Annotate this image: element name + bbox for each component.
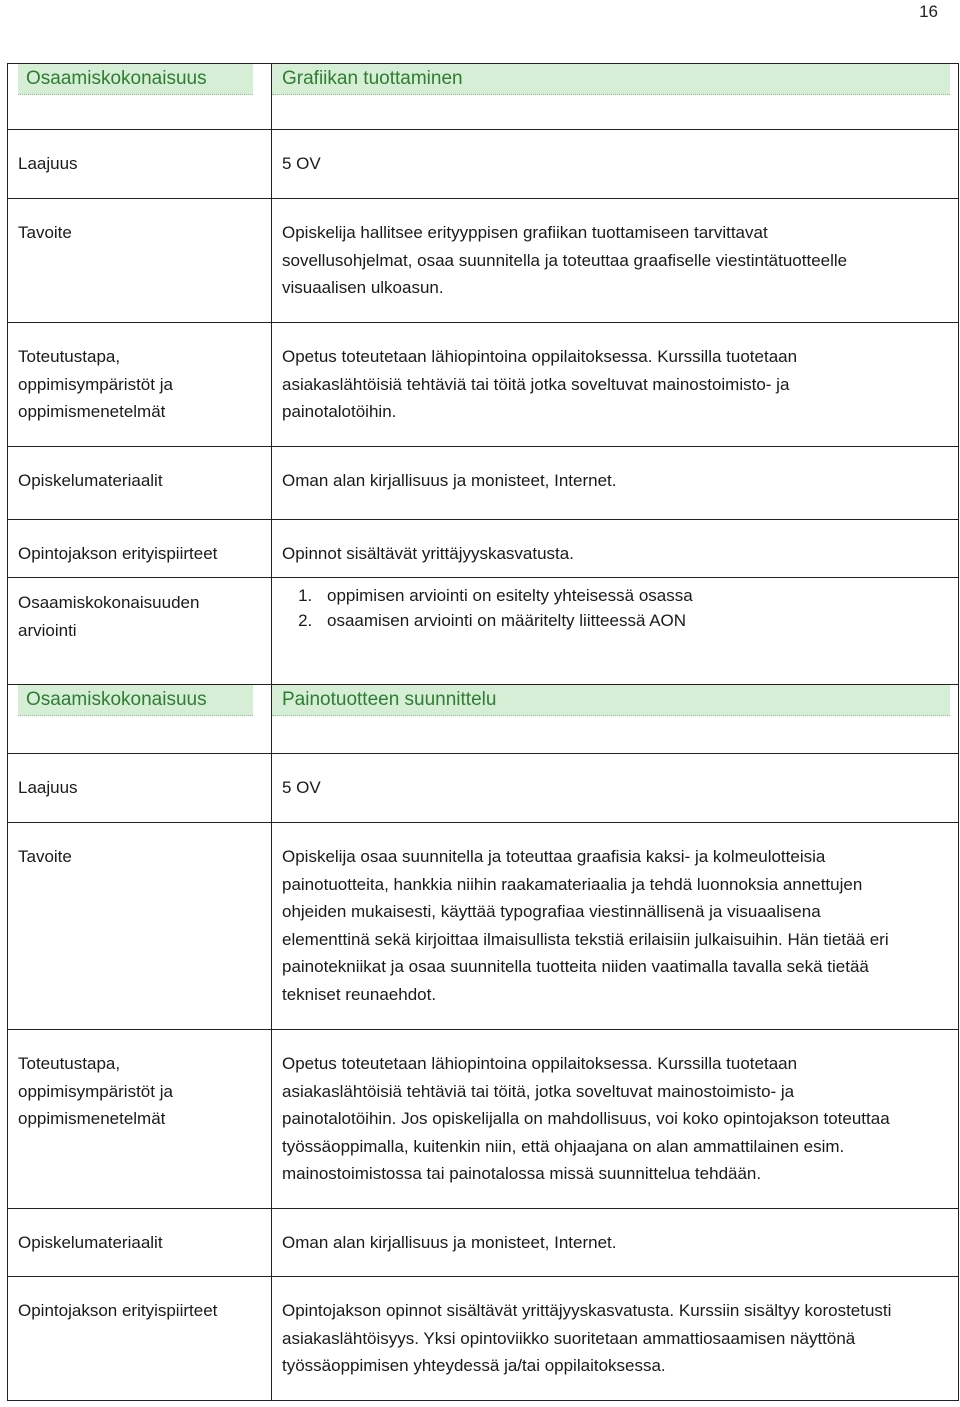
assessment-list <box>282 583 948 633</box>
text-line: Opiskelija osaa suunnitella ja toteuttaa graafisia kaksi- ja kolmeulotteisia <box>282 847 826 866</box>
row-value: Oman alan kirjallisuus ja monisteet, Internet. <box>272 1209 959 1277</box>
laajuus-row <box>8 130 959 199</box>
row-label <box>8 323 272 447</box>
row-label: Tavoite <box>8 823 272 1030</box>
label-line: Toteutustapa, <box>18 347 121 366</box>
row-label: Tavoite <box>8 199 272 323</box>
text-line: Opintojakson opinnot sisältävät yrittäjyyskasvatusta. Kurssiin sisältyy korostetusti <box>282 1301 892 1320</box>
text-line: ohjeiden mukaisesti, käyttää typografiaa viestinnällisenä ja visuaalisena <box>282 902 821 921</box>
text-line: tekniset reunaehdot. <box>282 984 437 1004</box>
row-value: 5 OV <box>272 754 959 823</box>
label-line: oppimisympäristöt ja <box>18 374 173 394</box>
text-line: asiakaslähtöisiä tehtäviä tai töitä, jotka soveltuvat mainostoimisto- ja <box>282 1081 795 1101</box>
label-line: Osaamiskokonaisuuden <box>18 593 200 612</box>
text-line: työssäoppimalla, kuitenkin niin, että ohjaajana on alan ammattilainen esim. <box>282 1136 845 1156</box>
section-header-title: Grafiikan tuottaminen <box>272 64 950 95</box>
row-value <box>272 323 959 447</box>
row-label: Laajuus <box>8 130 272 199</box>
text-line: elementtinä sekä kirjoittaa ilmaisullista tekstiä erilaisiin julkaisuihin. Hän tietää eri <box>282 929 889 949</box>
row-value: Oman alan kirjallisuus ja monisteet, Internet. <box>272 447 959 520</box>
section-header-title: Painotuotteen suunnittelu <box>272 685 950 716</box>
text-line: Opetus toteutetaan lähiopintoina oppilaitoksessa. Kurssilla tuotetaan <box>282 1054 798 1073</box>
label-line: oppimismenetelmät <box>18 402 166 421</box>
label-line: arviointi <box>18 620 77 640</box>
materiaalit-row <box>8 1209 959 1277</box>
materiaalit-row <box>8 447 959 520</box>
section-header-label: Osaamiskokonaisuus <box>18 64 253 95</box>
text-line: visuaalisen ulkoasun. <box>282 278 444 297</box>
text-line: työssäoppimisen yhteydessä ja/tai oppilaitoksessa. <box>282 1356 666 1375</box>
row-label: Opiskelumateriaalit <box>8 1209 272 1277</box>
text-line: asiakaslähtöisiä tehtäviä tai töitä jotka soveltuvat mainostoimisto- ja <box>282 374 790 394</box>
row-label <box>8 1030 272 1209</box>
toteutustapa-row <box>8 1030 959 1209</box>
row-value: 5 OV <box>272 130 959 199</box>
label-line: oppimismenetelmät <box>18 1109 166 1128</box>
text-line: painotekniikat ja osaa suunnitella tuotteita niiden vaatimalla tavalla sekä tietää <box>282 957 869 976</box>
page-number: 16 <box>919 2 938 21</box>
list-item: 1. oppimisen arviointi on esitelty yhteisessä osassa <box>317 583 948 608</box>
section-header-row <box>8 64 959 130</box>
row-value <box>272 199 959 323</box>
row-value <box>272 1277 959 1401</box>
text-line: asiakaslähtöisyys. Yksi opintoviikko suoritetaan ammattiosaamisen näyttönä <box>282 1328 856 1348</box>
text-line: painotuotteita, hankkia niihin raakamateriaalia ja tehdä luonnoksia annettujen <box>282 874 863 894</box>
label-line: oppimisympäristöt ja <box>18 1081 173 1101</box>
row-value <box>272 578 959 685</box>
row-value <box>272 823 959 1030</box>
toteutustapa-row <box>8 323 959 447</box>
tavoite-row <box>8 823 959 1030</box>
text-line: painotalotöihin. Jos opiskelijalla on mahdollisuus, voi koko opintojakson toteuttaa <box>282 1109 890 1128</box>
text-line: Opetus toteutetaan lähiopintoina oppilaitoksessa. Kurssilla tuotetaan <box>282 347 798 366</box>
text-line: sovellusohjelmat, osaa suunnitella ja toteuttaa graafiselle viestintätuotteelle <box>282 250 848 270</box>
curriculum-table <box>7 63 959 1401</box>
text-line: painotalotöihin. <box>282 402 397 421</box>
list-item: 2. osaamisen arviointi on määritelty liitteessä AON <box>317 608 948 633</box>
section-header-row <box>8 685 959 754</box>
section-header-label: Osaamiskokonaisuus <box>18 685 253 716</box>
label-line: Toteutustapa, <box>18 1054 121 1073</box>
erityispiirteet-row <box>8 1277 959 1401</box>
laajuus-row <box>8 754 959 823</box>
text-line: Opiskelija hallitsee erityyppisen grafiikan tuottamiseen tarvittavat <box>282 223 768 242</box>
text-line: mainostoimistossa tai painotalossa missä suunnittelua tehdään. <box>282 1164 762 1183</box>
erityispiirteet-row <box>8 520 959 578</box>
row-label <box>8 578 272 685</box>
tavoite-row <box>8 199 959 323</box>
row-label: Opintojakson erityispiirteet <box>8 1277 272 1401</box>
arviointi-row <box>8 578 959 685</box>
row-label: Opiskelumateriaalit <box>8 447 272 520</box>
row-label: Laajuus <box>8 754 272 823</box>
row-label: Opintojakson erityispiirteet <box>8 520 272 578</box>
row-value: Opinnot sisältävät yrittäjyyskasvatusta. <box>272 520 959 578</box>
row-value <box>272 1030 959 1209</box>
